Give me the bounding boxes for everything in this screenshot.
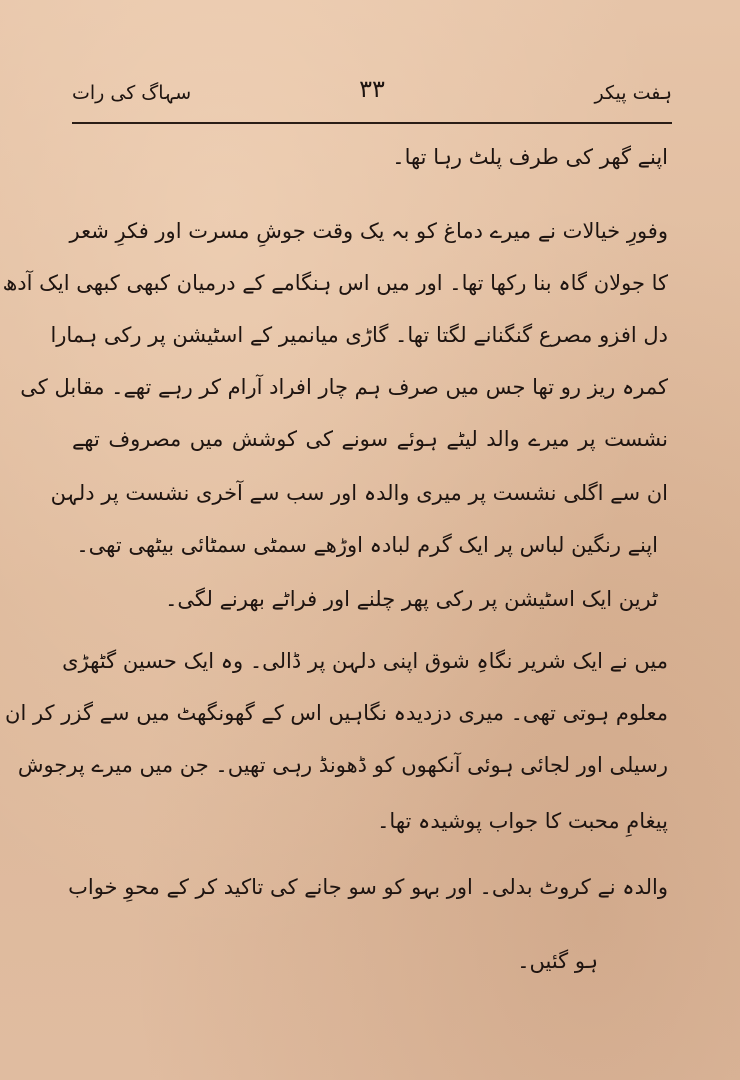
page-number: ۳۳ [359, 75, 385, 103]
text-line: والدہ نے کروٹ بدلی۔ اور بہو کو سو جانے کی تاکید کر کے محوِ خواب [68, 875, 668, 899]
text-line: کمرہ ریز رو تھا جس میں صرف ہم چار افراد آرام کر رہے تھے۔ مقابل کی [20, 375, 668, 399]
text-line: وفورِ خیالات نے میرے دماغ کو بہ یک وقت جوشِ مسرت اور فکرِ شعر [69, 219, 668, 243]
text-line: ٹرین ایک اسٹیشن پر رکی پھر چلنے اور فراٹے بھرنے لگی۔ [165, 587, 658, 611]
text-line: دل افزو مصرع گنگنانے لگتا تھا۔ گاڑی میانمیر کے اسٹیشن پر رکی ہمارا [50, 323, 668, 347]
book-title: ہفت پیکر [594, 82, 672, 104]
text-line: اپنے رنگین لباس پر ایک گرم لبادہ اوڑھے سمٹی سمٹائی بیٹھی تھی۔ [76, 533, 658, 557]
text-line: میں نے ایک شریر نگاہِ شوق اپنی دلہن پر ڈالی۔ وہ ایک حسین گٹھڑی [62, 649, 668, 673]
running-header [72, 74, 672, 120]
text-line: رسیلی اور لجائی ہوئی آنکھوں کو ڈھونڈ رہی تھیں۔ جن میں میرے پرجوش [17, 753, 668, 777]
text-line: نشست پر میرے والد لیٹے ہوئے سونے کی کوشش میں مصروف تھے [72, 427, 668, 451]
chapter-title: سہاگ کی رات [72, 82, 192, 104]
text-line: پیغامِ محبت کا جواب پوشیدہ تھا۔ [377, 809, 668, 833]
text-line: معلوم ہوتی تھی۔ میری دزدیدہ نگاہیں اس کے گھونگھٹ میں سے گزر کر ان [5, 701, 668, 725]
text-line: اپنے گھر کی طرف پلٹ رہا تھا۔ [392, 145, 668, 169]
header-divider [72, 122, 672, 124]
text-line: ہو گئیں۔ [517, 949, 598, 973]
text-line: کا جولان گاہ بنا رکھا تھا۔ اور میں اس ہنگامے کے درمیان کبھی کبھی ایک آدھ [2, 271, 668, 295]
text-line: ان سے اگلی نشست پر میری والدہ اور سب سے آخری نشست پر دلہن [50, 481, 668, 505]
